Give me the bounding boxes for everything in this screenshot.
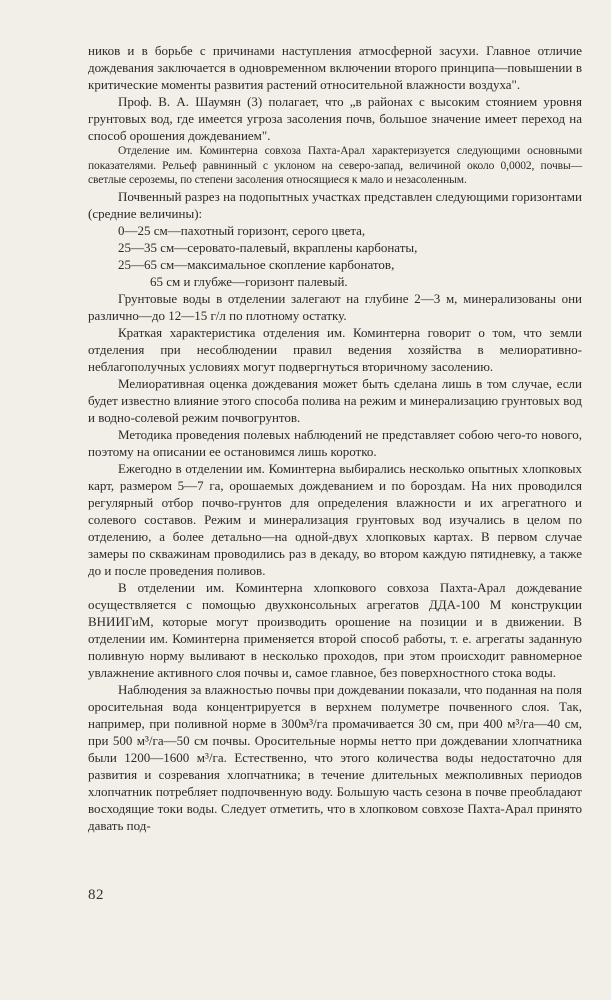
paragraph-7: Мелиоративная оценка дождевания может быть сделана лишь в том случае, если будет известно влияние этого способа полива на режим и минерализацию грунтовых вод и водно-солевой режим почвогрунтов. [88,375,582,425]
paragraph-8: Методика проведения полевых наблюдений не представляет собою чего-то нового, поэтому на описании ее остановимся лишь коротко. [88,426,582,459]
horizon-item: 65 см и глубже—горизонт палевый. [150,273,348,289]
paragraph-3: Отделение им. Коминтерна совхоза Пахта-Арал характеризуется следующими основными показателями. Рельеф равнинный с уклоном на северо-запад, величиной около 0,0002, почвы—светлые сероземы, по степени засоления относящиеся к мало и незасоленным. [88,145,582,186]
text-column [88,42,582,834]
paragraph-5: Грунтовые воды в отделении залегают на глубине 2—3 м, минерализованы они различно—до 12—15 г/л по плотному остатку. [88,290,582,323]
horizon-item: 0—25 см—пахотный горизонт, серого цвета, [118,222,366,238]
paragraph-9: Ежегодно в отделении им. Коминтерна выбирались несколько опытных хлопковых карт, размером 5—7 га, орошаемых дождеванием и по бороздам. На них проводился регулярный отбор почво-грунтов для определения влажности и их агрегатного и солевого составов. Режим и минерализация грунтовых вод изучались в целом по отделению, а более детально—на одной-двух хлопковых картах. В первом случае замеры по скважинам проводились раз в декаду, во втором каждую пятидневку, а также до и после проведения поливов. [88,460,582,578]
paragraph-4: Почвенный разрез на подопытных участках представлен следующими горизонтами (средние величины): [88,188,582,221]
page-number: 82 [88,887,104,903]
horizon-list [88,222,582,290]
horizon-item: 25—65 см—максимальное скопление карбонатов, [118,256,395,272]
paragraph-11: Наблюдения за влажностью почвы при дождевании показали, что поданная на поля оросительная вода концентрируется в верхнем полуметре почвенного слоя. Так, например, при поливной норме в 300м³/га промачивается 30 см, при 400 м³/га—40 см, при 500 м³/га—50 см почвы. Оросительные нормы нетто при дождевании хлопчатника были 1200—1600 м³/га. Естественно, что этого количества воды недостаточно для развития и созревания хлопчатника; в течение длительных межполивных периодов хлопчатник потребляет подпочвенную воду. Большую часть сезона в почве преобладают восходящие токи воды. Следует отметить, что в хлопковом совхозе Пахта-Арал принято давать под- [88,681,582,833]
paragraph-2: Проф. В. А. Шаумян (3) полагает, что „в районах с высоким стоянием уровня грунтовых вод, где имеется угроза засоления почв, большое значение имеет переход на способ орошения дождеванием". [88,94,582,143]
paragraph-10: В отделении им. Коминтерна хлопкового совхоза Пахта-Арал дождевание осуществляется с помощью двухконсольных агрегатов ДДА-100 М конструкции ВНИИГиМ, которые могут производить орошение на позиции и в движении. В отделении им. Коминтерна применяется второй способ работы, т. е. агрегаты заданную поливную норму выливают в несколько проходов, при этом происходит равномерное увлажнение активного слоя почвы и, самое главное, без поверхностного стока воды. [88,579,582,680]
paragraph-1: ников и в борьбе с причинами наступления атмосферной засухи. Главное отличие дождевания заключается в одновременном включении второго принципа—повышении в критические моменты развития растений относительной влажности воздуха". [88,43,582,92]
horizon-item: 25—35 см—серовато-палевый, вкраплены карбонаты, [118,239,418,255]
paragraph-6: Краткая характеристика отделения им. Коминтерна говорит о том, что земли отделения при несоблюдении правил ведения хозяйства в мелиоративно-неблагополучных условиях могут подвергнуться вторичному засолению. [88,324,582,374]
